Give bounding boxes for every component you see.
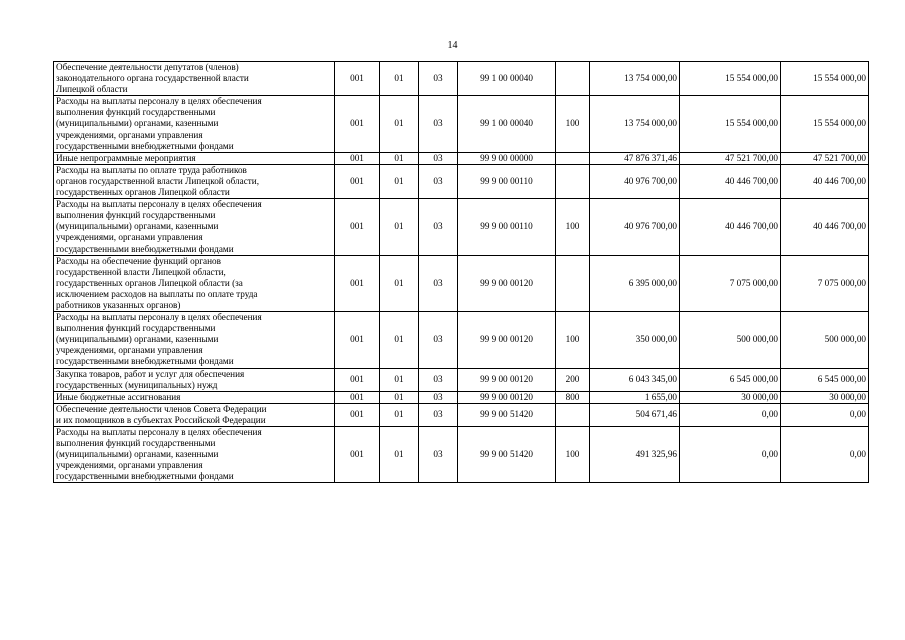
row-name-line: и их помощников в субъектах Российской Федерации bbox=[56, 414, 266, 425]
row-target-article: 99 1 00 00040 bbox=[458, 62, 556, 96]
row-gov-code: 001 bbox=[335, 152, 380, 164]
row-amount-2: 30 000,00 bbox=[680, 391, 781, 403]
table-body bbox=[54, 62, 869, 483]
row-amount-1: 1 655,00 bbox=[590, 391, 680, 403]
row-name-line: исключением расходов на выплаты по оплате труда bbox=[56, 288, 258, 299]
row-amount-2: 7 075 000,00 bbox=[680, 255, 781, 311]
row-section: 01 bbox=[380, 368, 419, 391]
row-gov-code: 001 bbox=[335, 199, 380, 255]
row-gov-code: 001 bbox=[335, 164, 380, 198]
row-amount-3: 15 554 000,00 bbox=[781, 62, 869, 96]
row-subsection: 03 bbox=[419, 255, 458, 311]
row-amount-3: 30 000,00 bbox=[781, 391, 869, 403]
row-gov-code: 001 bbox=[335, 403, 380, 426]
row-name-line: (муниципальными) органами, казенными bbox=[56, 221, 219, 232]
row-subsection: 03 bbox=[419, 427, 458, 483]
row-section: 01 bbox=[380, 62, 419, 96]
row-name bbox=[54, 164, 335, 198]
row-gov-code: 001 bbox=[335, 255, 380, 311]
row-amount-2: 0,00 bbox=[680, 427, 781, 483]
row-name-line: Расходы на выплаты персоналу в целях обеспечения bbox=[56, 199, 262, 210]
row-name-line: Расходы на выплаты персоналу в целях обеспечения bbox=[56, 312, 262, 323]
row-amount-3: 47 521 700,00 bbox=[781, 152, 869, 164]
row-section: 01 bbox=[380, 255, 419, 311]
row-name-line: учреждениями, органами управления bbox=[56, 345, 203, 356]
row-subsection: 03 bbox=[419, 152, 458, 164]
table-row bbox=[54, 164, 869, 198]
row-name-line: Обеспечение деятельности депутатов (членов) bbox=[56, 62, 239, 72]
row-amount-3: 40 446 700,00 bbox=[781, 199, 869, 255]
row-name-line: Закупка товаров, работ и услуг для обеспечения bbox=[56, 368, 245, 379]
row-name-line: Расходы на обеспечение функций органов bbox=[56, 255, 221, 266]
row-amount-1: 350 000,00 bbox=[590, 312, 680, 368]
row-name-line: выполнения функций государственными bbox=[56, 107, 216, 118]
row-subsection: 03 bbox=[419, 312, 458, 368]
table-row bbox=[54, 403, 869, 426]
row-target-article: 99 9 00 00110 bbox=[458, 199, 556, 255]
row-section: 01 bbox=[380, 403, 419, 426]
row-amount-2: 0,00 bbox=[680, 403, 781, 426]
row-section: 01 bbox=[380, 164, 419, 198]
row-name-line: (муниципальными) органами, казенными bbox=[56, 334, 219, 345]
row-name-line: выполнения функций государственными bbox=[56, 323, 216, 334]
table-row bbox=[54, 427, 869, 483]
row-name bbox=[54, 96, 335, 152]
table-row bbox=[54, 368, 869, 391]
row-name-line: учреждениями, органами управления bbox=[56, 460, 203, 471]
row-name bbox=[54, 427, 335, 483]
row-section: 01 bbox=[380, 427, 419, 483]
row-name-line: (муниципальными) органами, казенными bbox=[56, 449, 219, 460]
row-name-line: Иные бюджетные ассигнования bbox=[56, 391, 181, 402]
row-subsection: 03 bbox=[419, 199, 458, 255]
row-amount-2: 40 446 700,00 bbox=[680, 164, 781, 198]
row-expense-type bbox=[556, 62, 590, 96]
row-subsection: 03 bbox=[419, 403, 458, 426]
row-gov-code: 001 bbox=[335, 391, 380, 403]
row-section: 01 bbox=[380, 152, 419, 164]
table-row bbox=[54, 62, 869, 96]
row-name bbox=[54, 368, 335, 391]
row-amount-3: 500 000,00 bbox=[781, 312, 869, 368]
row-name-line: государственной власти Липецкой области, bbox=[56, 266, 226, 277]
row-name bbox=[54, 403, 335, 426]
budget-table bbox=[53, 61, 869, 483]
row-name bbox=[54, 152, 335, 164]
row-subsection: 03 bbox=[419, 368, 458, 391]
row-name-line: выполнения функций государственными bbox=[56, 210, 216, 221]
row-amount-3: 7 075 000,00 bbox=[781, 255, 869, 311]
table-row bbox=[54, 391, 869, 403]
row-name-line: работников указанных органов) bbox=[56, 299, 181, 310]
row-expense-type bbox=[556, 152, 590, 164]
table-row bbox=[54, 255, 869, 311]
row-name-line: Расходы на выплаты персоналу в целях обеспечения bbox=[56, 427, 262, 437]
table-row bbox=[54, 152, 869, 164]
row-amount-3: 15 554 000,00 bbox=[781, 96, 869, 152]
row-name-line: (муниципальными) органами, казенными bbox=[56, 118, 219, 129]
row-section: 01 bbox=[380, 391, 419, 403]
row-name-line: государственных органов Липецкой области bbox=[56, 187, 230, 198]
row-gov-code: 001 bbox=[335, 312, 380, 368]
row-target-article: 99 1 00 00040 bbox=[458, 96, 556, 152]
row-amount-3: 40 446 700,00 bbox=[781, 164, 869, 198]
row-target-article: 99 9 00 51420 bbox=[458, 403, 556, 426]
row-amount-3: 0,00 bbox=[781, 427, 869, 483]
row-subsection: 03 bbox=[419, 391, 458, 403]
row-target-article: 99 9 00 00120 bbox=[458, 368, 556, 391]
row-expense-type bbox=[556, 255, 590, 311]
row-expense-type: 100 bbox=[556, 96, 590, 152]
row-target-article: 99 9 00 00000 bbox=[458, 152, 556, 164]
row-section: 01 bbox=[380, 199, 419, 255]
row-amount-1: 6 395 000,00 bbox=[590, 255, 680, 311]
row-subsection: 03 bbox=[419, 62, 458, 96]
row-name-line: государственными внебюджетными фондами bbox=[56, 243, 234, 254]
row-name-line: Расходы на выплаты по оплате труда работников bbox=[56, 164, 247, 175]
row-gov-code: 001 bbox=[335, 96, 380, 152]
row-gov-code: 001 bbox=[335, 368, 380, 391]
row-target-article: 99 9 00 00120 bbox=[458, 312, 556, 368]
row-amount-2: 6 545 000,00 bbox=[680, 368, 781, 391]
row-amount-2: 500 000,00 bbox=[680, 312, 781, 368]
row-name bbox=[54, 62, 335, 96]
row-name-line: государственными внебюджетными фондами bbox=[56, 471, 234, 482]
row-target-article: 99 9 00 51420 bbox=[458, 427, 556, 483]
row-expense-type: 200 bbox=[556, 368, 590, 391]
row-expense-type bbox=[556, 403, 590, 426]
row-target-article: 99 9 00 00110 bbox=[458, 164, 556, 198]
row-name-line: законодательного органа государственной власти bbox=[56, 73, 249, 84]
row-subsection: 03 bbox=[419, 96, 458, 152]
row-section: 01 bbox=[380, 312, 419, 368]
row-name-line: Иные непрограммные мероприятия bbox=[56, 152, 196, 163]
row-amount-3: 0,00 bbox=[781, 403, 869, 426]
row-amount-3: 6 545 000,00 bbox=[781, 368, 869, 391]
row-name-line: Липецкой области bbox=[56, 84, 128, 95]
row-amount-1: 47 876 371,46 bbox=[590, 152, 680, 164]
row-name-line: учреждениями, органами управления bbox=[56, 232, 203, 243]
row-expense-type: 100 bbox=[556, 199, 590, 255]
row-name-line: выполнения функций государственными bbox=[56, 438, 216, 449]
row-expense-type bbox=[556, 164, 590, 198]
row-name-line: государственными внебюджетными фондами bbox=[56, 356, 234, 367]
row-amount-1: 40 976 700,00 bbox=[590, 164, 680, 198]
row-amount-2: 40 446 700,00 bbox=[680, 199, 781, 255]
row-amount-1: 13 754 000,00 bbox=[590, 62, 680, 96]
row-target-article: 99 9 00 00120 bbox=[458, 255, 556, 311]
row-subsection: 03 bbox=[419, 164, 458, 198]
table-row bbox=[54, 96, 869, 152]
row-name-line: Расходы на выплаты персоналу в целях обеспечения bbox=[56, 96, 262, 107]
row-name-line: Обеспечение деятельности членов Совета Федерации bbox=[56, 403, 267, 414]
row-amount-1: 6 043 345,00 bbox=[590, 368, 680, 391]
row-name-line: государственных (муниципальных) нужд bbox=[56, 379, 218, 390]
row-name bbox=[54, 199, 335, 255]
row-name bbox=[54, 391, 335, 403]
row-name-line: государственных органов Липецкой области (за bbox=[56, 277, 243, 288]
row-name-line: учреждениями, органами управления bbox=[56, 129, 203, 140]
row-amount-1: 13 754 000,00 bbox=[590, 96, 680, 152]
row-expense-type: 800 bbox=[556, 391, 590, 403]
row-amount-1: 40 976 700,00 bbox=[590, 199, 680, 255]
table-row bbox=[54, 312, 869, 368]
row-target-article: 99 9 00 00120 bbox=[458, 391, 556, 403]
row-gov-code: 001 bbox=[335, 427, 380, 483]
table-row bbox=[54, 199, 869, 255]
row-name-line: органов государственной власти Липецкой области, bbox=[56, 175, 260, 186]
row-expense-type: 100 bbox=[556, 427, 590, 483]
row-section: 01 bbox=[380, 96, 419, 152]
row-amount-2: 47 521 700,00 bbox=[680, 152, 781, 164]
row-gov-code: 001 bbox=[335, 62, 380, 96]
page-number: 14 bbox=[447, 40, 458, 51]
row-expense-type: 100 bbox=[556, 312, 590, 368]
row-name-line: государственными внебюджетными фондами bbox=[56, 140, 234, 151]
row-amount-2: 15 554 000,00 bbox=[680, 96, 781, 152]
row-amount-1: 504 671,46 bbox=[590, 403, 680, 426]
row-name bbox=[54, 255, 335, 311]
row-amount-2: 15 554 000,00 bbox=[680, 62, 781, 96]
row-name bbox=[54, 312, 335, 368]
row-amount-1: 491 325,96 bbox=[590, 427, 680, 483]
